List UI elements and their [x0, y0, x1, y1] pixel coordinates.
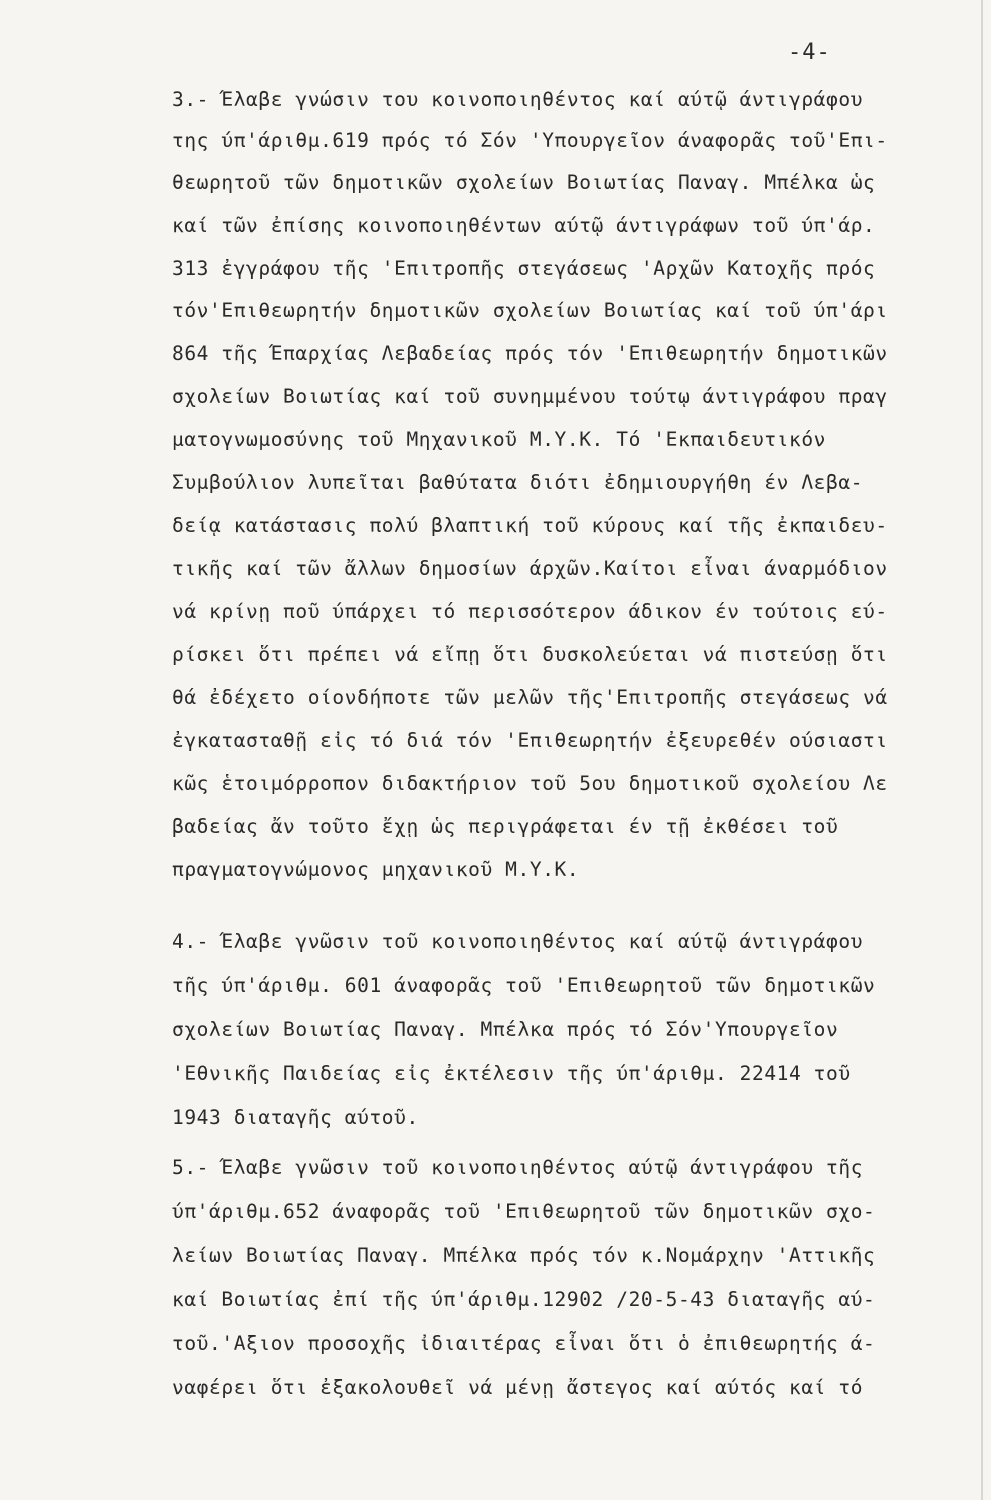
text-line: Συμβούλιον λυπεῖται βαθύτατα διότι ἐδημιουργήθη έν Λεβα-: [172, 471, 864, 494]
text-line: δείᾳ κατάστασις πολύ βλαπτική τοῦ κύρους καί τῆς ἐκπαιδευ-: [172, 514, 888, 537]
text-line: ἐγκατασταθῇ εἰς τό διά τόν 'Επιθεωρητήν ἐξευρεθέν ούσιαστι: [172, 729, 888, 752]
page-number: -4-: [788, 40, 831, 65]
text-line: νά κρίνῃ ποῦ ύπάρχει τό περισσότερον άδικον έν τούτοις εύ-: [172, 600, 888, 623]
text-line: βαδείας ἄν τοῦτο ἔχῃ ὡς περιγράφεται έν τῇ ἐκθέσει τοῦ: [172, 815, 839, 838]
text-line: ματογνωμοσύνης τοῦ Μηχανικοῦ Μ.Υ.Κ. Τό 'Εκπαιδευτικόν: [172, 428, 827, 451]
text-line: καί Βοιωτίας ἐπί τῆς ύπ'άριθμ.12902 /20-5-43 διαταγῆς αύ-: [172, 1288, 876, 1311]
text-line: 313 ἐγγράφου τῆς 'Επιτροπῆς στεγάσεως 'Αρχῶν Κατοχῆς πρός: [172, 257, 876, 280]
text-line: 3.- Έλαβε γνώσιν του κοινοποιηθέντος καί αύτῷ άντιγράφου: [172, 88, 864, 111]
text-line: 1943 διαταγῆς αύτοῦ.: [172, 1106, 419, 1129]
text-line: τόν'Επιθεωρητήν δημοτικῶν σχολείων Βοιωτίας καί τοῦ ύπ'άρι: [172, 299, 888, 322]
text-line: σχολείων Βοιωτίας Παναγ. Μπέλκα πρός τό Σόν'Υπουργεῖον: [172, 1018, 839, 1041]
text-line: της ύπ'άριθμ.619 πρός τό Σόν 'Υπουργεῖον άναφορᾶς τοῦ'Επι-: [172, 129, 888, 152]
text-line: πραγματογνώμονος μηχανικοῦ Μ.Υ.Κ.: [172, 858, 580, 881]
text-line: 4.- Έλαβε γνῶσιν τοῦ κοινοποιηθέντος καί αύτῷ άντιγράφου: [172, 930, 864, 953]
text-line: θά ἐδέχετο οίονδήποτε τῶν μελῶν τῆς'Επιτροπῆς στεγάσεως νά: [172, 686, 888, 709]
page-edge: [981, 0, 983, 1500]
text-line: κῶς ἑτοιμόρροπον διδακτήριον τοῦ 5ου δημοτικοῦ σχολείου Λε: [172, 772, 888, 795]
text-line: σχολείων Βοιωτίας καί τοῦ συνημμένου τούτῳ άντιγράφου πραγ: [172, 385, 888, 408]
text-line: τῆς ύπ'άριθμ. 601 άναφορᾶς τοῦ 'Επιθεωρητοῦ τῶν δημοτικῶν: [172, 974, 876, 997]
text-line: θεωρητοῦ τῶν δημοτικῶν σχολείων Βοιωτίας Παναγ. Μπέλκα ὡς: [172, 171, 876, 194]
text-line: ύπ'άριθμ.652 άναφορᾶς τοῦ 'Επιθεωρητοῦ τῶν δημοτικῶν σχο-: [172, 1200, 876, 1223]
text-line: τοῦ.'Αξιον προσοχῆς ἰδιαιτέρας εἶναι ὅτι ὁ ἐπιθεωρητής ά-: [172, 1332, 876, 1355]
text-line: 5.- Έλαβε γνῶσιν τοῦ κοινοποιηθέντος αύτῷ άντιγράφου τῆς: [172, 1156, 864, 1179]
text-line: ναφέρει ὅτι ἐξακολουθεῖ νά μένῃ ἄστεγος καί αύτός καί τό: [172, 1376, 864, 1399]
text-line: 'Εθνικῆς Παιδείας εἰς ἐκτέλεσιν τῆς ύπ'άριθμ. 22414 τοῦ: [172, 1062, 851, 1085]
text-line: τικῆς καί τῶν ἄλλων δημοσίων άρχῶν.Καίτοι εἶναι άναρμόδιον: [172, 557, 888, 580]
text-line: 864 τῆς Έπαρχίας Λεβαδείας πρός τόν 'Επιθεωρητήν δημοτικῶν: [172, 342, 888, 365]
text-line: λείων Βοιωτίας Παναγ. Μπέλκα πρός τόν κ.Νομάρχην 'Αττικῆς: [172, 1244, 876, 1267]
text-line: ρίσκει ὅτι πρέπει νά εἴπῃ ὅτι δυσκολεύεται νά πιστεύσῃ ὅτι: [172, 643, 888, 666]
text-line: καί τῶν ἐπίσης κοινοποιηθέντων αύτῷ άντιγράφων τοῦ ύπ'άρ.: [172, 214, 876, 237]
